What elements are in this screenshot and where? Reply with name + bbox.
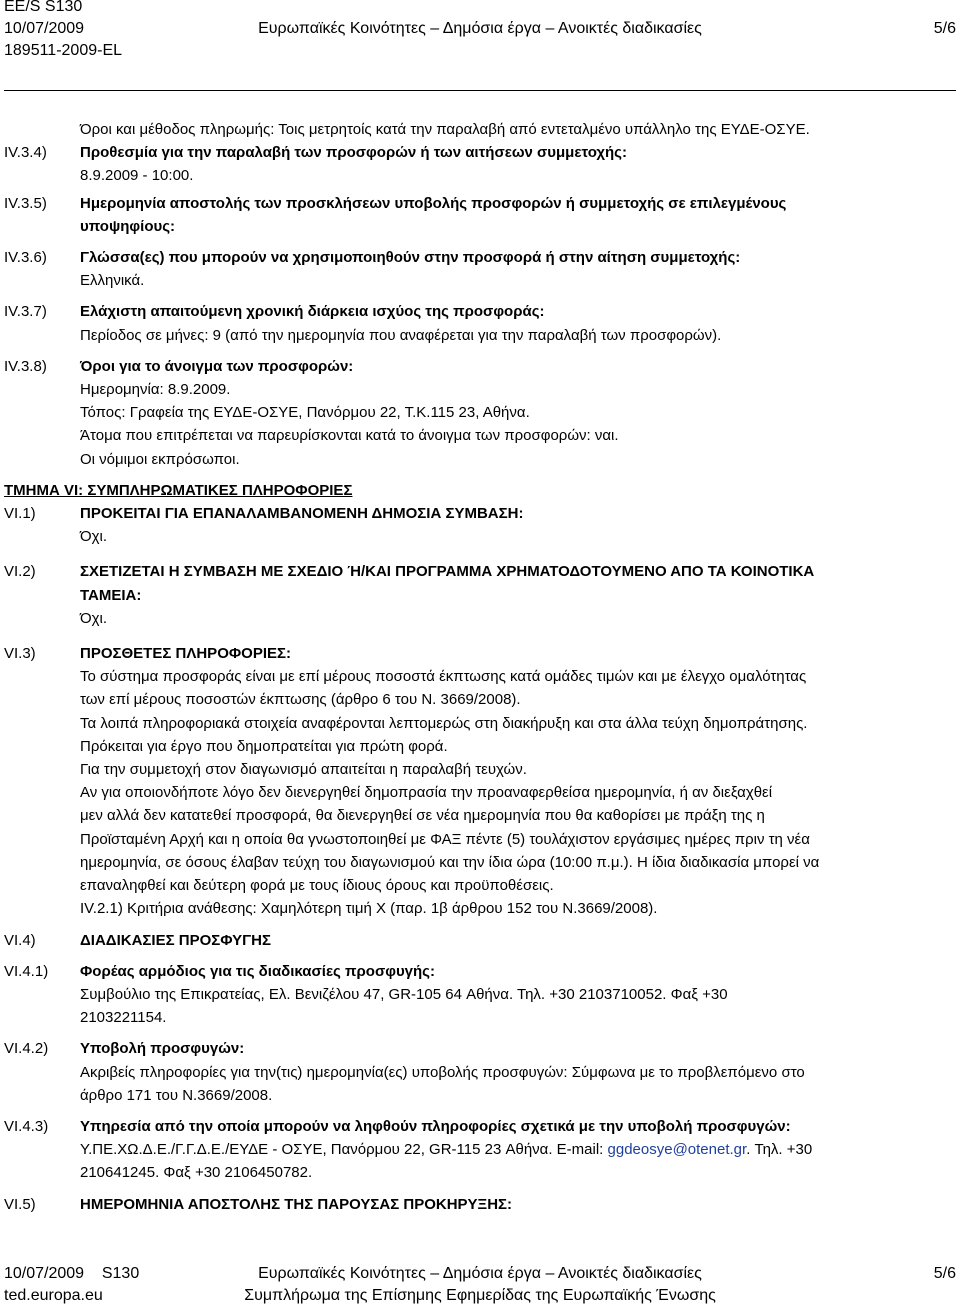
section-heading: Υπηρεσία από την οποία μπορούν να ληφθούν πληροφορίες σχετικά με την υποβολή προσφυγών:	[80, 1117, 791, 1135]
section-line: των επί μέρους ποσοστών έκπτωσης (άρθρο 6 του Ν. 3669/2008).	[80, 691, 521, 709]
header-date: 10/07/2009	[4, 20, 85, 37]
footer-title: Ευρωπαϊκές Κοινότητες – Δημόσια έργα – Ανοικτές διαδικασίες	[258, 1265, 702, 1282]
document-body	[4, 118, 956, 1216]
section-heading: Ημερομηνία αποστολής των προσκλήσεων υποβολής προσφορών ή συμμετοχής σε επιλεγμένους	[80, 194, 787, 212]
section-line: 2103221154.	[80, 1009, 167, 1027]
section-number: VI.3)	[4, 645, 36, 663]
section-line: Ημερομηνία: 8.9.2009.	[80, 381, 231, 399]
section-heading: ΠΡΟΚΕΙΤΑΙ ΓΙΑ ΕΠΑΝΑΛΑΜΒΑΝΟΜΕΝΗ ΔΗΜΟΣΙΑ ΣΥΜΒΑΣΗ:	[80, 505, 524, 523]
section-heading: Υποβολή προσφυγών:	[80, 1040, 245, 1058]
section-iv-3-7	[4, 300, 956, 346]
section-heading: Όροι για το άνοιγμα των προσφορών:	[80, 357, 354, 375]
section-line: άρθρο 171 του Ν.3669/2008.	[80, 1086, 273, 1104]
footer-page: 5/6	[933, 1265, 956, 1282]
section-number: VI.4)	[4, 931, 36, 949]
section-heading: ΠΡΟΣΘΕΤΕΣ ΠΛΗΡΟΦΟΡΙΕΣ:	[80, 645, 292, 663]
section-vi-4-1	[4, 960, 956, 1030]
section-vi-4-3	[4, 1115, 956, 1185]
section-line: 210641245. Φαξ +30 2106450782.	[80, 1164, 313, 1182]
section-line: Αν για οποιονδήποτε λόγο δεν διενεργηθεί δημοπρασία την προαναφερθείσα ημερομηνία, ή αν διεξαχθεί	[80, 784, 773, 802]
section-number: IV.3.7)	[4, 303, 47, 321]
section-line: Το σύστημα προσφοράς είναι με επί μέρους ποσοστά έκπτωσης κατά ομάδες τιμών και με έλεγχο ομαλότητας	[80, 668, 807, 686]
header-page: 5/6	[933, 20, 956, 37]
email-link[interactable]: ggdeosye@otenet.gr	[607, 1141, 747, 1159]
section-heading: ΤΑΜΕΙΑ:	[80, 586, 142, 604]
page-footer	[4, 1263, 956, 1307]
section-line: Συμβούλιο της Επικρατείας, Ελ. Βενιζέλου 47, GR-105 64 Αθήνα. Τηλ. +30 2103710052. Φαξ +30	[80, 985, 728, 1003]
section-iv-3-6	[4, 246, 956, 292]
section-heading: ΣΧΕΤΙΖΕΤΑΙ Η ΣΥΜΒΑΣΗ ΜΕ ΣΧΕΔΙΟ Ή/ΚΑΙ ΠΡΟΓΡΑΜΜΑ ΧΡΗΜΑΤΟΔΟΤΟΥΜΕΝΟ ΑΠΟ ΤΑ ΚΟΙΝΟΤΙΚΑ	[80, 563, 815, 581]
footer-date-code: 10/07/2009 S130	[4, 1265, 140, 1282]
section-line: Υ.ΠΕ.ΧΩ.Δ.Ε./Γ.Γ.Δ.Ε./ΕΥΔΕ - ΟΣΥΕ, Πανόρμου 22, GR-115 23 Αθήνα. E-mail: ggdeosye@otenet.gr. Τηλ. +30	[80, 1141, 813, 1159]
section-heading: ΔΙΑΔΙΚΑΣΙΕΣ ΠΡΟΣΦΥΓΗΣ	[80, 931, 271, 949]
notice-number: 189511-2009-EL	[4, 42, 123, 59]
header-divider	[4, 90, 956, 91]
payment-terms: Όροι και μέθοδος πληρωμής: Τοις μετρητοίς κατά την παραλαβή από εντεταλμένο υπάλληλο της ΕΥΔΕ-ΟΣΥΕ.	[80, 121, 810, 138]
section-value: Όχι.	[80, 528, 107, 546]
doc-id: EE/S S130	[4, 0, 83, 15]
section-line: Τα λοιπά πληροφοριακά στοιχεία αναφέρονται λεπτομερώς στη διακήρυξη και στα άλλα τεύχη δημοπράτησης.	[80, 714, 808, 732]
footer-supplement: Συμπλήρωμα της Επίσημης Εφημερίδας της Ευρωπαϊκής Ένωσης	[244, 1287, 716, 1304]
section-number: VI.1)	[4, 505, 36, 523]
section-line: επαναληφθεί και δεύτερη φορά με τους ίδιους όρους και προϋποθέσεις.	[80, 877, 554, 895]
footer-site-link[interactable]: ted.europa.eu	[4, 1287, 103, 1304]
header-title: Ευρωπαϊκές Κοινότητες – Δημόσια έργα – Ανοικτές διαδικασίες	[258, 20, 702, 37]
section-line: Προϊσταμένη Αρχή και η οποία θα γνωστοποιηθεί με ΦΑΞ πέντε (5) τουλάχιστον εργάσιμες ημέρες πριν τη νέα	[80, 830, 810, 848]
section-vi-4	[4, 929, 956, 952]
section-line: Ακριβείς πληροφορίες για την(τις) ημερομηνία(ες) υποβολής προσφυγών: Σύμφωνα με το προβλεπόμενο στο	[80, 1063, 805, 1081]
section-number: VI.5)	[4, 1195, 36, 1213]
section-line: ημερομηνία, σε όσους έλαβαν τεύχη του διαγωνισμού και την ίδια ώρα (10:00 π.μ.). Η ίδια διαδικασία μπορεί να	[80, 853, 820, 871]
section-heading: Ελάχιστη απαιτούμενη χρονική διάρκεια ισχύος της προσφοράς:	[80, 303, 545, 321]
section-heading: Φορέας αρμόδιος για τις διαδικασίες προσφυγής:	[80, 962, 435, 980]
section-heading: Προθεσμία για την παραλαβή των προσφορών ή των αιτήσεων συμμετοχής:	[80, 144, 627, 162]
section-heading: υποψηφίους:	[80, 217, 176, 235]
section-vi-3	[4, 642, 956, 920]
section-iv-3-4	[4, 141, 956, 187]
section-vi-4-2	[4, 1037, 956, 1107]
section-heading: Γλώσσα(ες) που μπορούν να χρησιμοποιηθούν στην προσφορά ή στην αίτηση συμμετοχής:	[80, 249, 741, 267]
section-line: Οι νόμιμοι εκπρόσωποι.	[80, 450, 240, 468]
section-vi-1	[4, 502, 956, 548]
section-line: Πρόκειται για έργο που δημοπρατείται για πρώτη φορά.	[80, 737, 448, 755]
section-number: IV.3.5)	[4, 194, 47, 212]
section-vi-5	[4, 1193, 956, 1216]
section-value: Ελληνικά.	[80, 272, 145, 290]
section-value: 8.9.2009 - 10:00.	[80, 167, 194, 185]
section-line: Τόπος: Γραφεία της ΕΥΔΕ-ΟΣΥΕ, Πανόρμου 22, Τ.Κ.115 23, Αθήνα.	[80, 404, 530, 422]
section-iv-3-8	[4, 355, 956, 471]
section-line: Για την συμμετοχή στον διαγωνισμό απαιτείται η παραλαβή τευχών.	[80, 761, 527, 779]
section-value: Περίοδος σε μήνες: 9 (από την ημερομηνία που αναφέρεται για την παραλαβή των προσφορών).	[80, 326, 722, 344]
section-number: VI.4.3)	[4, 1117, 49, 1135]
section-number: IV.3.8)	[4, 357, 47, 375]
section-number: IV.3.4)	[4, 144, 47, 162]
section-number: VI.2)	[4, 563, 36, 581]
section-value: Όχι.	[80, 609, 107, 627]
section-line: Άτομα που επιτρέπεται να παρευρίσκονται κατά το άνοιγμα των προσφορών: ναι.	[80, 427, 619, 445]
section-heading: ΗΜΕΡΟΜΗΝΙΑ ΑΠΟΣΤΟΛΗΣ ΤΗΣ ΠΑΡΟΥΣΑΣ ΠΡΟΚΗΡΥΞΗΣ:	[80, 1195, 513, 1213]
section-vi-2	[4, 560, 956, 630]
section-line: μεν αλλά δεν κατατεθεί προσφορά, θα διενεργηθεί σε νέα ημερομηνία που θα καθορίσει με πράξη της η	[80, 807, 765, 825]
section-line: IV.2.1) Κριτήρια ανάθεσης: Χαμηλότερη τιμή Χ (παρ. 1β άρθρου 152 του Ν.3669/2008).	[80, 900, 658, 918]
section-vi-title: ΤΜΗΜΑ VI: ΣΥΜΠΛΗΡΩΜΑΤΙΚΕΣ ΠΛΗΡΟΦΟΡΙΕΣ	[4, 481, 353, 499]
section-number: VI.4.1)	[4, 962, 49, 980]
section-number: IV.3.6)	[4, 249, 47, 267]
page-header	[4, 0, 956, 62]
section-iv-3-5	[4, 192, 956, 238]
section-number: VI.4.2)	[4, 1040, 49, 1058]
